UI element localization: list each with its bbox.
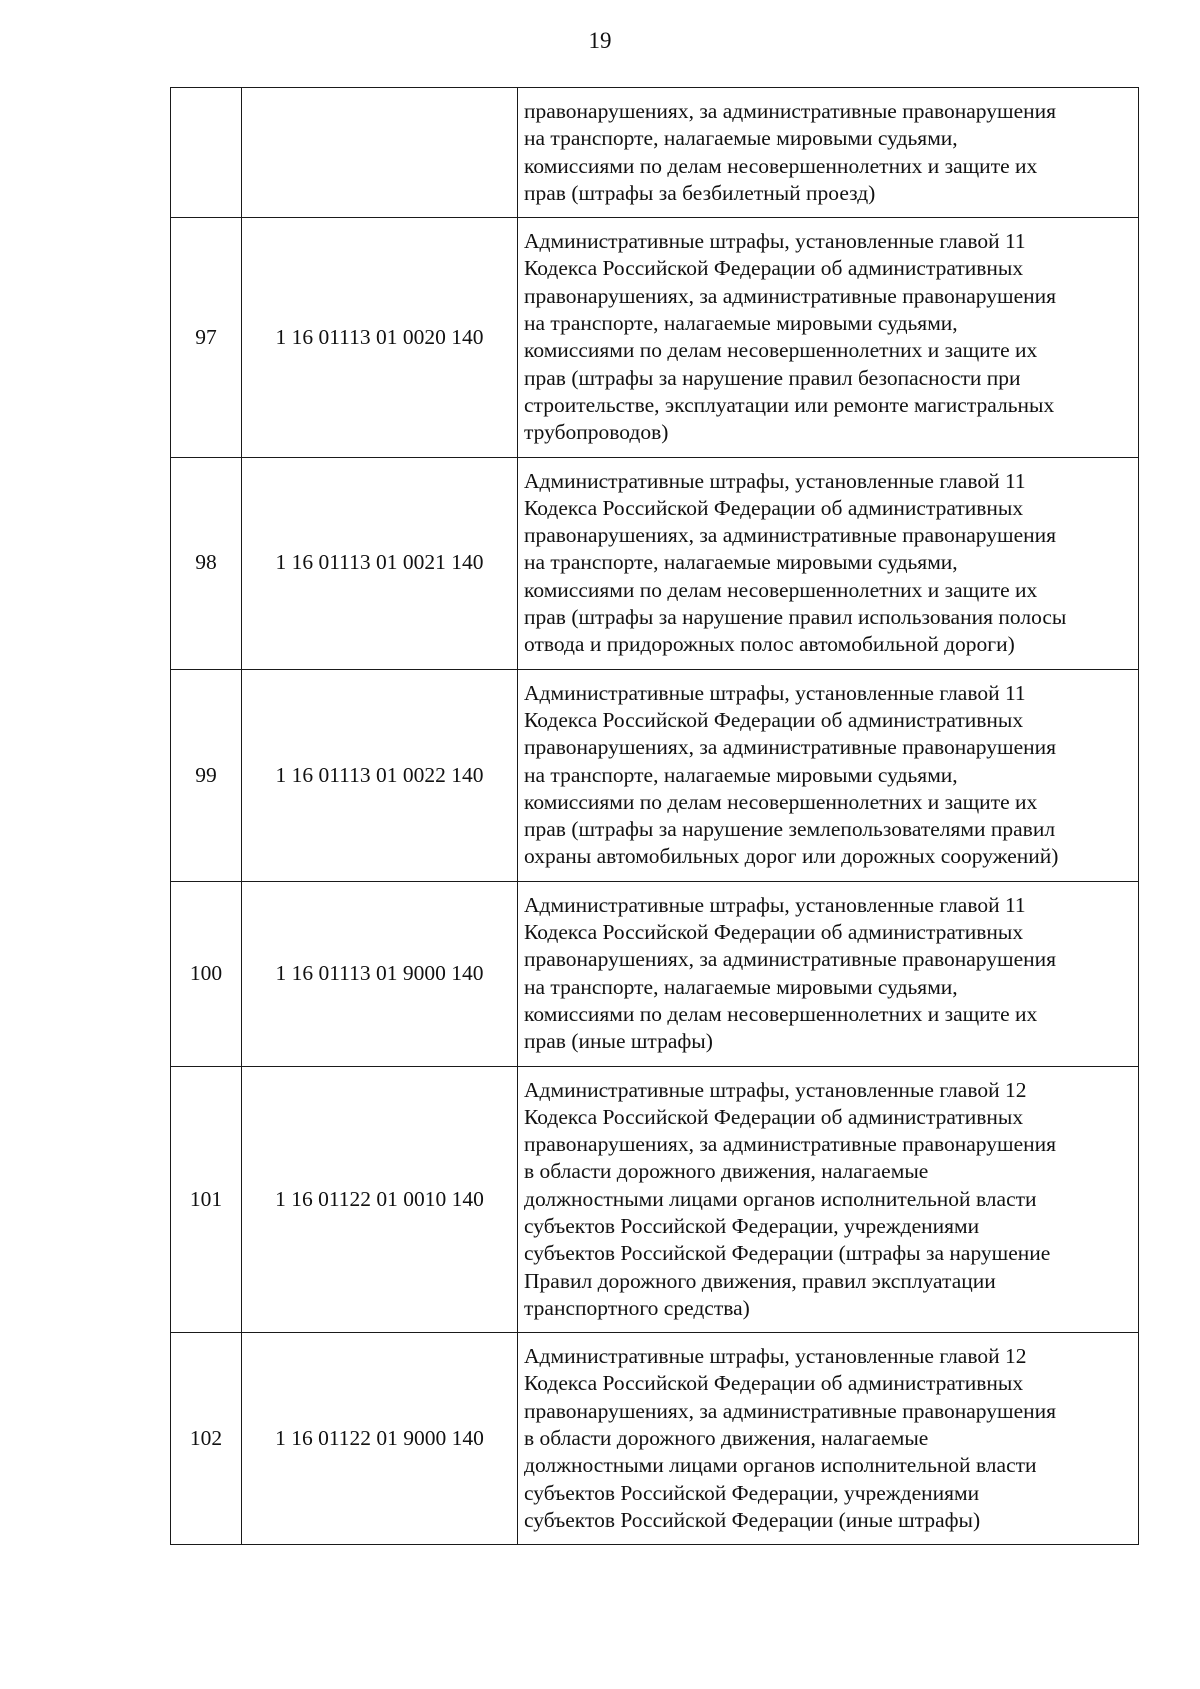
description-line: должностными лицами органов исполнительной власти	[524, 1453, 1037, 1478]
row-number: 99	[171, 669, 242, 881]
description-line: Кодекса Российской Федерации об административных	[524, 1104, 1024, 1129]
table-row	[171, 457, 1139, 669]
description-line: должностными лицами органов исполнительной власти	[524, 1186, 1037, 1211]
table-row	[171, 88, 1139, 218]
description-line: на транспорте, налагаемые мировыми судьями,	[524, 762, 958, 787]
description-line: Кодекса Российской Федерации об административных	[524, 495, 1024, 520]
row-description	[518, 88, 1139, 218]
description-line: прав (штрафы за нарушение землепользователями правил	[524, 817, 1056, 842]
description-line: правонарушениях, за административные правонарушения	[524, 1398, 1057, 1423]
row-number: 98	[171, 457, 242, 669]
budget-code: 1 16 01113 01 0020 140	[242, 218, 518, 457]
description-line: комиссиями по делам несовершеннолетних и защите их	[524, 789, 1038, 814]
description-line: правонарушениях, за административные правонарушения	[524, 283, 1057, 308]
row-number: 97	[171, 218, 242, 457]
table-row	[171, 669, 1139, 881]
budget-classification-table	[170, 87, 1139, 1545]
budget-code: 1 16 01122 01 9000 140	[242, 1333, 518, 1545]
description-line: строительстве, эксплуатации или ремонте магистральных	[524, 392, 1055, 417]
description-line: Кодекса Российской Федерации об административных	[524, 256, 1024, 281]
description-line: Административные штрафы, установленные главой 11	[524, 229, 1026, 254]
description-line: трубопроводов)	[524, 420, 669, 445]
table-row	[171, 1066, 1139, 1333]
description-line: правонарушениях, за административные правонарушения	[524, 523, 1057, 548]
description-line: в области дорожного движения, налагаемые	[524, 1426, 929, 1451]
description-line: на транспорте, налагаемые мировыми судьями,	[524, 126, 958, 151]
description-line: прав (штрафы за нарушение правил безопасности при	[524, 365, 1021, 390]
row-number: 101	[171, 1066, 242, 1333]
page-number: 19	[588, 28, 612, 53]
description-line: Кодекса Российской Федерации об административных	[524, 707, 1024, 732]
description-line: прав (иные штрафы)	[524, 1029, 713, 1054]
description-line: комиссиями по делам несовершеннолетних и защите их	[524, 338, 1038, 363]
description-line: на транспорте, налагаемые мировыми судьями,	[524, 974, 958, 999]
description-line: транспортного средства)	[524, 1295, 750, 1320]
table-row	[171, 881, 1139, 1066]
row-description	[518, 669, 1139, 881]
description-line: субъектов Российской Федерации (иные штрафы)	[524, 1507, 981, 1532]
description-line: правонарушениях, за административные правонарушения	[524, 735, 1057, 760]
description-line: субъектов Российской Федерации, учреждениями	[524, 1480, 980, 1505]
description-line: на транспорте, налагаемые мировыми судьями,	[524, 550, 958, 575]
row-description	[518, 1066, 1139, 1333]
description-line: субъектов Российской Федерации (штрафы за нарушение	[524, 1241, 1051, 1266]
budget-code: 1 16 01113 01 0022 140	[242, 669, 518, 881]
row-description	[518, 1333, 1139, 1545]
description-line: Административные штрафы, установленные главой 11	[524, 680, 1026, 705]
budget-code	[242, 88, 518, 218]
row-description	[518, 218, 1139, 457]
description-line: Правил дорожного движения, правил эксплуатации	[524, 1268, 996, 1293]
description-line: комиссиями по делам несовершеннолетних и защите их	[524, 577, 1038, 602]
description-line: прав (штрафы за нарушение правил использования полосы	[524, 605, 1067, 630]
description-line: комиссиями по делам несовершеннолетних и защите их	[524, 153, 1038, 178]
budget-code: 1 16 01113 01 9000 140	[242, 881, 518, 1066]
description-line: в области дорожного движения, налагаемые	[524, 1159, 929, 1184]
row-number: 100	[171, 881, 242, 1066]
description-line: Кодекса Российской Федерации об административных	[524, 920, 1024, 945]
description-line: на транспорте, налагаемые мировыми судьями,	[524, 311, 958, 336]
row-description	[518, 881, 1139, 1066]
budget-code: 1 16 01122 01 0010 140	[242, 1066, 518, 1333]
row-description	[518, 457, 1139, 669]
description-line: Кодекса Российской Федерации об административных	[524, 1371, 1024, 1396]
budget-code: 1 16 01113 01 0021 140	[242, 457, 518, 669]
description-line: Административные штрафы, установленные главой 12	[524, 1077, 1027, 1102]
description-line: отвода и придорожных полос автомобильной дороги)	[524, 632, 1015, 657]
description-line: прав (штрафы за безбилетный проезд)	[524, 180, 876, 205]
description-line: Административные штрафы, установленные главой 12	[524, 1344, 1027, 1369]
description-line: Административные штрафы, установленные главой 11	[524, 468, 1026, 493]
table-row	[171, 1333, 1139, 1545]
description-line: охраны автомобильных дорог или дорожных сооружений)	[524, 844, 1059, 869]
description-line: Административные штрафы, установленные главой 11	[524, 892, 1026, 917]
description-line: правонарушениях, за административные правонарушения	[524, 1132, 1057, 1157]
row-number	[171, 88, 242, 218]
description-line: комиссиями по делам несовершеннолетних и защите их	[524, 1001, 1038, 1026]
row-number: 102	[171, 1333, 242, 1545]
description-line: правонарушениях, за административные правонарушения	[524, 947, 1057, 972]
description-line: правонарушениях, за административные правонарушения	[524, 99, 1057, 123]
description-line: субъектов Российской Федерации, учреждениями	[524, 1213, 980, 1238]
table-row	[171, 218, 1139, 457]
